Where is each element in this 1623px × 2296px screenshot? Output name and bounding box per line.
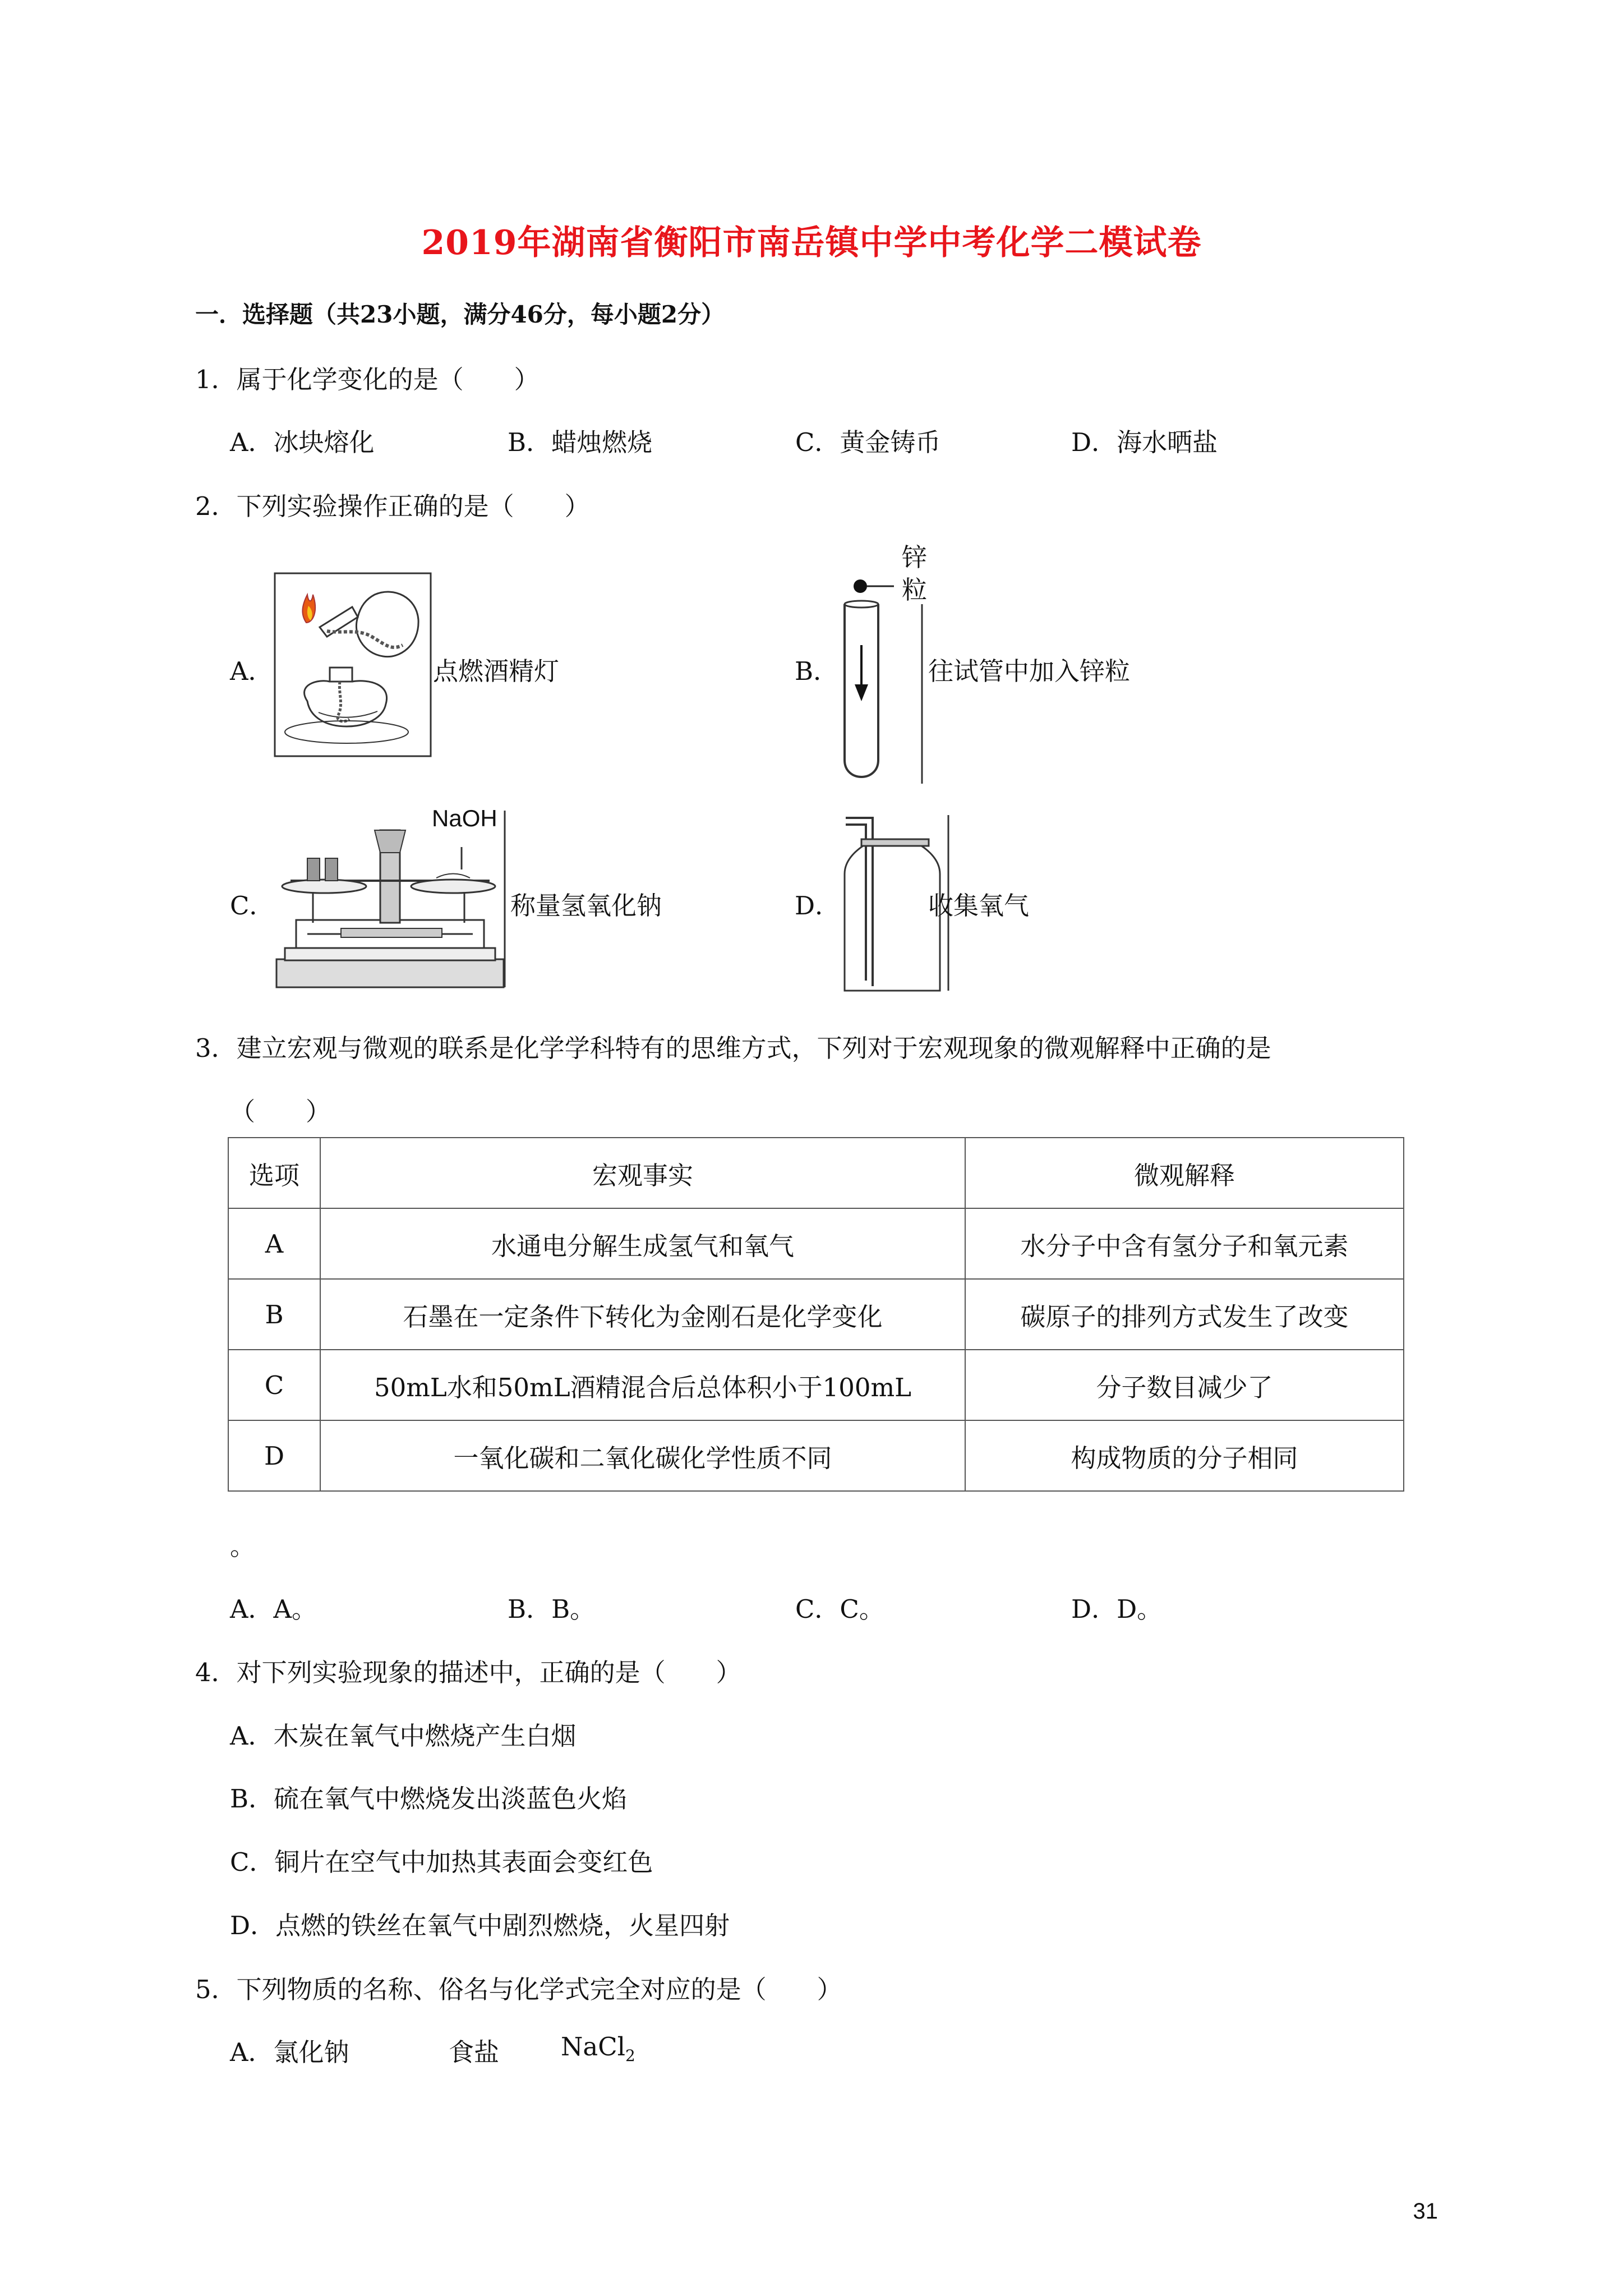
table-header: 选项 <box>228 1138 320 1208</box>
zinc-label <box>902 541 927 606</box>
table-cell: 水分子中含有氢分子和氧元素 <box>965 1208 1404 1279</box>
q2-option-b-letter: B． <box>795 656 839 686</box>
table-cell: D <box>228 1420 320 1491</box>
formula-subscript: 2 <box>625 2046 635 2065</box>
table-cell: 50mL水和50mL酒精混合后总体积小于100mL <box>320 1350 965 1420</box>
table-cell: C <box>228 1350 320 1420</box>
table-row <box>228 1279 1404 1350</box>
q4-option-a: A．木炭在氧气中燃烧产生白烟 <box>230 1721 577 1751</box>
table-row <box>228 1350 1404 1420</box>
table-header-row <box>228 1138 1404 1208</box>
formula-base: NaCl <box>561 2032 626 2062</box>
q4-option-c: C．铜片在空气中加热其表面会变红色 <box>230 1847 653 1877</box>
q1-option-d: D．海水晒盐 <box>1071 427 1218 457</box>
table-cell: B <box>228 1279 320 1350</box>
table-row <box>228 1208 1404 1279</box>
q4-option-b: B．硫在氧气中燃烧发出淡蓝色火焰 <box>230 1784 628 1814</box>
q5-option-a-common-name: 食盐 <box>449 2037 500 2067</box>
q2-option-a-letter: A． <box>230 656 274 686</box>
q1-option-c: C．黄金铸币 <box>795 427 941 457</box>
table-cell: 分子数目减少了 <box>965 1350 1404 1420</box>
page-number: 31 <box>1413 2199 1438 2224</box>
question-5-stem: 5．下列物质的名称、俗名与化学式完全对应的是（ ） <box>195 1975 842 2004</box>
page-title: 2019年湖南省衡阳市南岳镇中学中考化学二模试卷 <box>421 223 1202 263</box>
table-cell: 碳原子的排列方式发生了改变 <box>965 1279 1404 1350</box>
section-header: 一．选择题（共23小题，满分46分，每小题2分） <box>195 301 725 328</box>
table-cell: 一氧化碳和二氧化碳化学性质不同 <box>320 1420 965 1491</box>
table-cell: 水通电分解生成氢气和氧气 <box>320 1208 965 1279</box>
q2-option-d-letter: D． <box>795 891 841 921</box>
zinc-char-2: 粒 <box>902 575 928 605</box>
question-4-stem: 4．对下列实验现象的描述中，正确的是（ ） <box>195 1658 741 1687</box>
q2-option-c-letter: C． <box>230 891 275 921</box>
table-header: 微观解释 <box>965 1138 1404 1208</box>
question-3-stem: 3．建立宏观与微观的联系是化学学科特有的思维方式，下列对于宏观现象的微观解释中正确的是 <box>195 1033 1271 1063</box>
balance-figure <box>274 808 509 993</box>
zinc-char-1: 锌 <box>902 542 928 572</box>
table-cell: 石墨在一定条件下转化为金刚石是化学变化 <box>320 1279 965 1350</box>
q5-option-a-formula <box>561 2032 635 2065</box>
q3-option-c: C．C。 <box>795 1594 884 1624</box>
q3-after-table: 。 <box>230 1531 256 1561</box>
table-cell: A <box>228 1208 320 1279</box>
q3-option-a: A．A。 <box>230 1594 317 1624</box>
q2-option-d-label: 收集氧气 <box>928 891 1030 921</box>
q5-option-a-name: A．氯化钠 <box>230 2037 349 2067</box>
q3-option-d: D．D。 <box>1071 1594 1163 1624</box>
alcohol-lamp-figure <box>274 572 432 757</box>
table-header: 宏观事实 <box>320 1138 965 1208</box>
q2-option-c-label: 称量氢氧化钠 <box>510 891 662 921</box>
q2-option-a-label: 点燃酒精灯 <box>433 656 560 686</box>
naoh-label: NaOH <box>432 805 497 831</box>
q3-table <box>228 1137 1404 1492</box>
q3-option-b: B．B。 <box>508 1594 596 1624</box>
q2-option-b-label: 往试管中加入锌粒 <box>928 656 1131 686</box>
question-2-stem: 2．下列实验操作正确的是（ ） <box>195 491 590 521</box>
q4-option-d: D．点燃的铁丝在氧气中剧烈燃烧，火星四射 <box>230 1911 730 1940</box>
table-cell: 构成物质的分子相同 <box>965 1420 1404 1491</box>
q1-option-a: A．冰块熔化 <box>230 427 375 457</box>
q1-option-b: B．蜡烛燃烧 <box>508 427 653 457</box>
question-1-stem: 1．属于化学变化的是（ ） <box>195 365 540 394</box>
question-3-stem-cont: （ ） <box>230 1097 331 1126</box>
table-row <box>228 1420 1404 1491</box>
